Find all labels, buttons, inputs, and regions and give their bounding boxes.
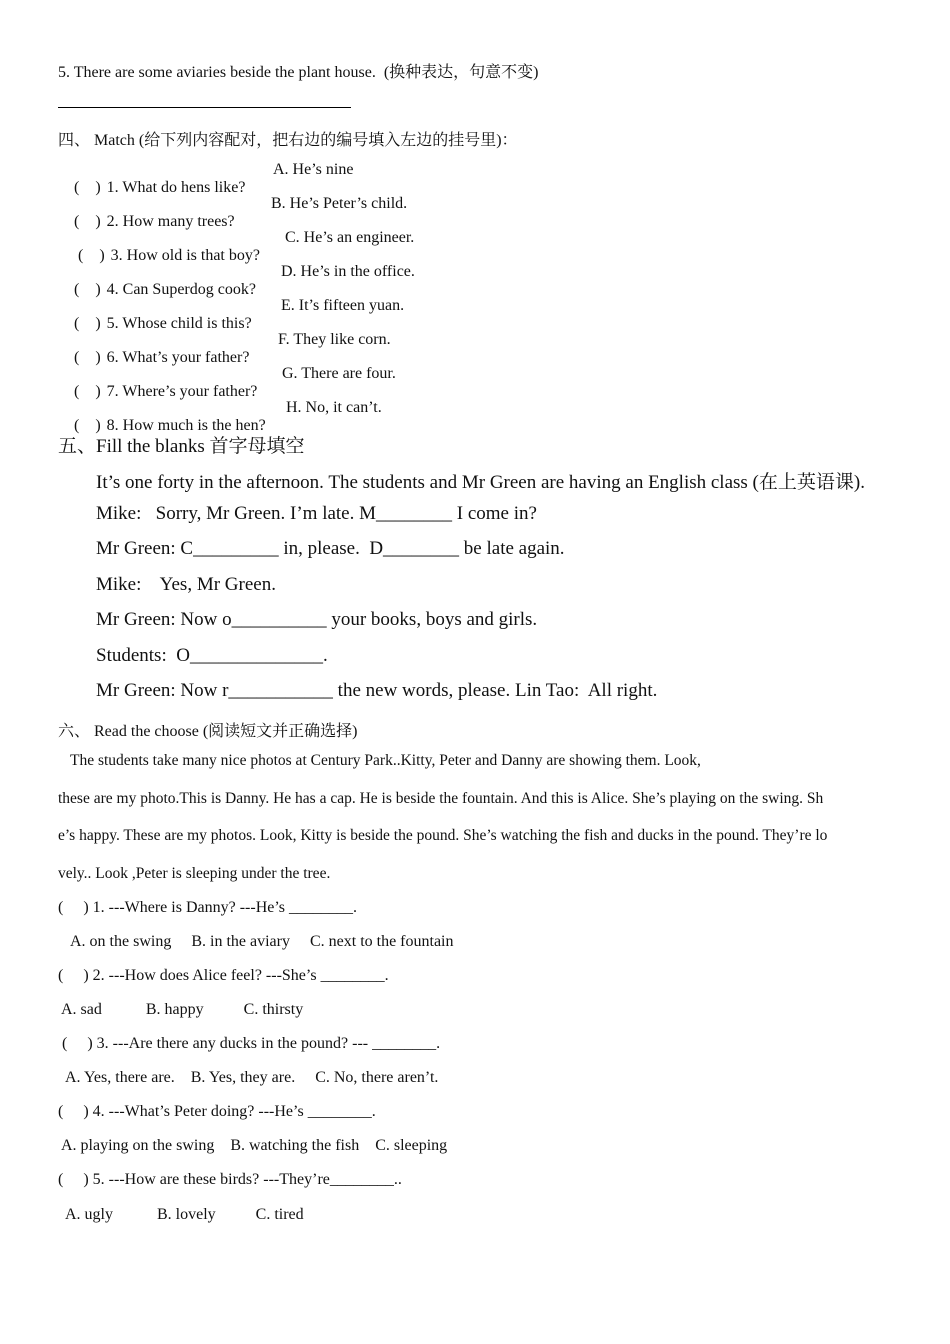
match-bracket[interactable]: ( ) (78, 247, 105, 264)
match-bracket[interactable]: ( ) (74, 179, 101, 196)
passage-line: these are my photo.This is Danny. He has a cap. He is beside the fountain. And this is Alice. She’s playing on the swing. Sh (58, 790, 824, 807)
reading-question[interactable]: ( ) 4. ---What’s Peter doing? ---He’s ________. (58, 1103, 376, 1120)
match-question: 6. What’s your father? (106, 349, 250, 366)
reading-options: A. sad B. happy C. thirsty (61, 1001, 304, 1018)
fill-line[interactable]: Students: O______________. (96, 645, 328, 666)
reading-question[interactable]: ( ) 1. ---Where is Danny? ---He’s ________. (58, 899, 358, 916)
match-bracket[interactable]: ( ) (74, 281, 101, 298)
reading-options: A. Yes, there are. B. Yes, they are. C. No, there aren’t. (65, 1069, 439, 1086)
reading-question[interactable]: ( ) 3. ---Are there any ducks in the pound? --- ________. (62, 1035, 441, 1052)
passage-line: e’s happy. These are my photos. Look, Kitty is beside the pound. She’s watching the fish and ducks in the pound. They’re lo (58, 827, 828, 844)
match-question: 7. Where’s your father? (106, 383, 258, 400)
reading-heading: 六、 Read the choose (阅读短文并正确选择) (58, 723, 358, 740)
fill-line[interactable]: Mr Green: C_________ in, please. D________ be late again. (96, 538, 565, 559)
match-answer: G. There are four. (282, 365, 396, 382)
reading-options: A. ugly B. lovely C. tired (65, 1206, 304, 1223)
fill-line[interactable]: Mr Green: Now r___________ the new words, please. Lin Tao: All right. (96, 680, 658, 701)
match-answer: H. No, it can’t. (286, 399, 382, 416)
rewrite-question-5: 5. There are some aviaries beside the plant house. (换种表达，句意不变) (58, 64, 539, 81)
match-answer: B. He’s Peter’s child. (271, 195, 408, 212)
match-answer: A. He’s nine (273, 161, 354, 178)
match-answer: C. He’s an engineer. (285, 229, 415, 246)
match-question: 3. How old is that boy? (110, 247, 260, 264)
fill-line[interactable]: Mr Green: Now o__________ your books, boys and girls. (96, 609, 538, 630)
fill-line: It’s one forty in the afternoon. The students and Mr Green are having an English class (在上英语课). (96, 472, 865, 493)
match-bracket[interactable]: ( ) (74, 383, 101, 400)
reading-question[interactable]: ( ) 5. ---How are these birds? ---They’re________.. (58, 1171, 402, 1188)
match-question: 4. Can Superdog cook? (106, 281, 256, 298)
fill-line: Mike: Yes, Mr Green. (96, 574, 276, 595)
match-bracket[interactable]: ( ) (74, 349, 101, 366)
match-question: 2. How many trees? (106, 213, 235, 230)
reading-options: A. playing on the swing B. watching the fish C. sleeping (61, 1137, 448, 1154)
fill-line[interactable]: Mike: Sorry, Mr Green. I’m late. M________ I come in? (96, 503, 537, 524)
match-answer: D. He’s in the office. (281, 263, 415, 280)
reading-question[interactable]: ( ) 2. ---How does Alice feel? ---She’s ________. (58, 967, 389, 984)
match-question: 8. How much is the hen? (106, 417, 266, 434)
match-bracket[interactable]: ( ) (74, 213, 101, 230)
passage-line: vely.. Look ,Peter is sleeping under the tree. (58, 865, 331, 882)
match-bracket[interactable]: ( ) (74, 417, 101, 434)
match-question: 1. What do hens like? (106, 179, 246, 196)
passage-line: The students take many nice photos at Century Park..Kitty, Peter and Danny are showing them. Look, (70, 752, 701, 769)
match-heading: 四、 Match (给下列内容配对，把右边的编号填入左边的挂号里)： (58, 132, 518, 149)
match-bracket[interactable]: ( ) (74, 315, 101, 332)
match-question: 5. Whose child is this? (106, 315, 252, 332)
answer-line (58, 107, 351, 108)
match-answer: E. It’s fifteen yuan. (281, 297, 405, 314)
reading-options: A. on the swing B. in the aviary C. next to the fountain (70, 933, 454, 950)
match-answer: F. They like corn. (278, 331, 391, 348)
fill-heading: 五、Fill the blanks 首字母填空 (58, 436, 305, 457)
